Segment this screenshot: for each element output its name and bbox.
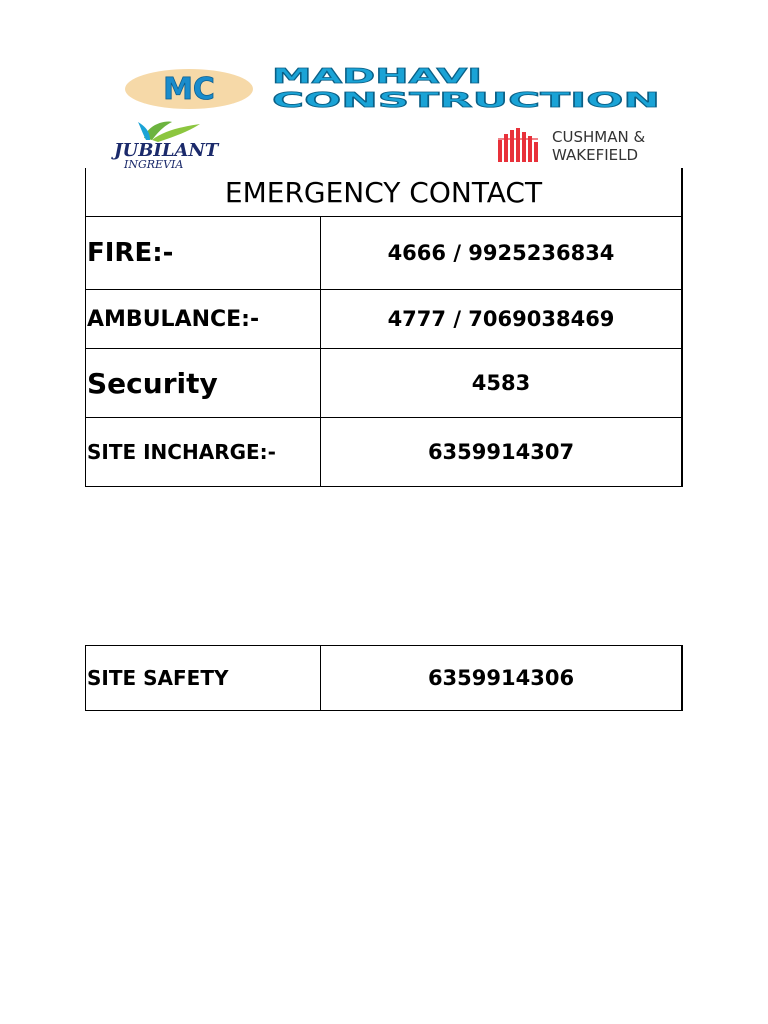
madhavi-line1: MADHAVI <box>272 64 482 88</box>
contact-label-fire: FIRE:- <box>86 217 321 290</box>
contact-label-security: Security <box>86 349 321 418</box>
cushman-line1: CUSHMAN & <box>552 128 646 146</box>
table-header-row <box>86 168 683 217</box>
jubilant-line2: INGREVIA <box>124 158 184 170</box>
madhavi-construction-logo <box>268 64 664 110</box>
mc-logo <box>124 68 254 110</box>
table-row <box>86 646 683 711</box>
emergency-contact-table <box>85 168 683 487</box>
contact-value-site-incharge: 6359914307 <box>321 418 683 487</box>
building-bars-icon <box>498 128 538 162</box>
table-row <box>86 349 683 418</box>
mc-logo-text: MC <box>163 72 215 107</box>
contact-label-ambulance: AMBULANCE:- <box>86 290 321 349</box>
cushman-wakefield-logo <box>494 124 676 164</box>
jubilant-line1: JUBILANT <box>114 140 219 161</box>
leaf-icon <box>138 122 200 142</box>
site-safety-table <box>85 645 683 711</box>
contact-label-site-incharge: SITE INCHARGE:- <box>86 418 321 487</box>
table-row <box>86 290 683 349</box>
contact-value-site-safety: 6359914306 <box>321 646 683 711</box>
table-row <box>86 217 683 290</box>
page-title: EMERGENCY CONTACT <box>86 168 683 217</box>
contact-value-fire: 4666 / 9925236834 <box>321 217 683 290</box>
table-row <box>86 418 683 487</box>
cushman-line2: WAKEFIELD <box>552 146 639 164</box>
madhavi-line2: CONSTRUCTION <box>272 88 660 110</box>
contact-label-site-safety: SITE SAFETY <box>86 646 321 711</box>
jubilant-ingrevia-logo <box>108 118 240 170</box>
contact-value-security: 4583 <box>321 349 683 418</box>
contact-value-ambulance: 4777 / 7069038469 <box>321 290 683 349</box>
